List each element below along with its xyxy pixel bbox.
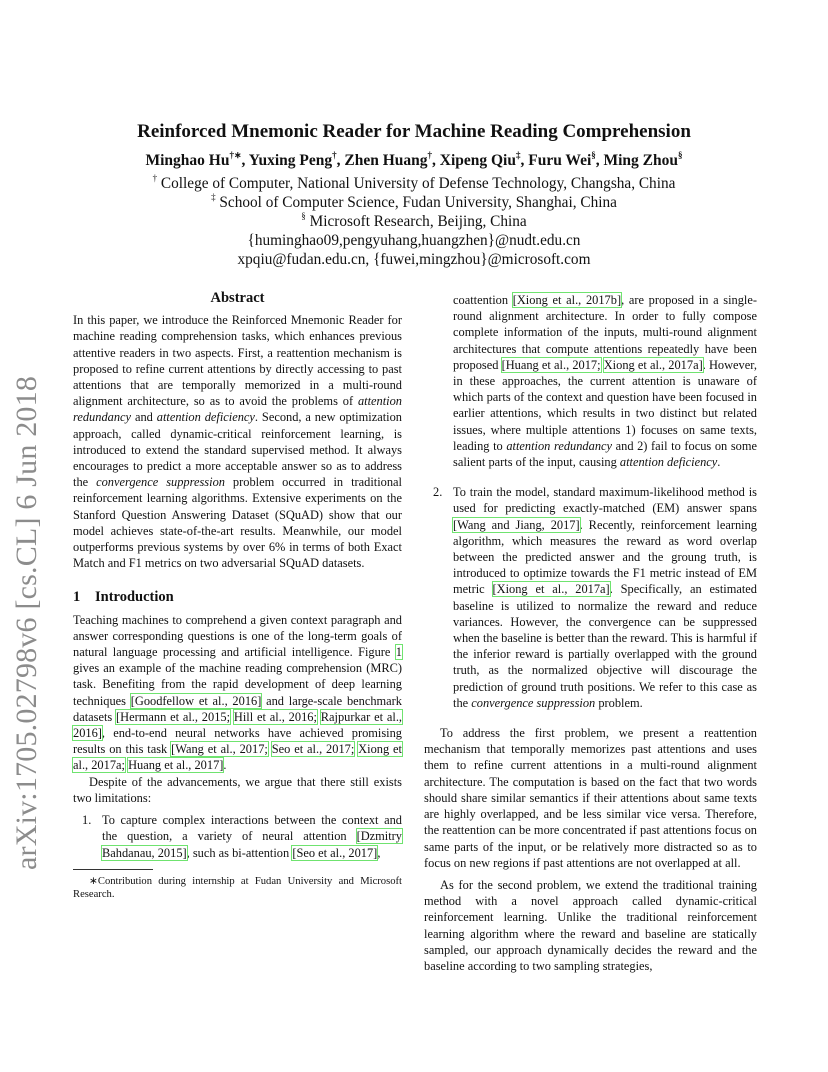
citation-link[interactable]: [Goodfellow et al., 2016]: [130, 693, 262, 708]
list-item: 2. To train the model, standard maximum-likelihood method is used for predicting exactly-matched (EM) answer spans [Wang and Jiang, 2017]. Recently, reinforcement learning algorithm, which measures the reward as word overlap between the predicted answer and the groung truth, is introduced to optimize towards the F1 metric instead of EM metric [Xiong et al., 2017a]. Specifically, an estimated baseline is utilized to normalize the reward and reduce variances. However, the convergence can be suppressed when the baseline is better than the reward. This is harmful if the inferior reward is partially overlapped with the ground truth, as the normalized objective will discourage the prediction of ground truth positions. We refer to this case as the convergence suppression problem.: [433, 485, 757, 710]
citation-link[interactable]: Hill et al., 2016;: [233, 709, 317, 724]
author-name: Zhen Huang: [344, 152, 428, 169]
intro-paragraph-2: Despite of the advancements, we argue that there still exists two limitations:: [73, 774, 402, 805]
left-column: [73, 290, 402, 902]
citation-link[interactable]: [Xiong et al., 2017b]: [512, 293, 622, 307]
affiliation-fudan: ‡ School of Computer Science, Fudan University, Shanghai, China: [211, 192, 617, 211]
paragraph: As for the second problem, we extend the traditional training method with a novel approach called dynamic-critical reinforcement learning. Unlike the traditional reinforcement learning algorithm where the reward and baseline are statically sampled, our approach dynamically decides the reward and the baseline according to two sampling strategies,: [424, 877, 757, 973]
author-mark: ‡: [515, 150, 521, 160]
author-mark: §: [591, 150, 596, 160]
author-list: Minghao Hu†∗, Yuxing Peng†, Zhen Huang†, Xipeng Qiu‡, Furu Wei§, Ming Zhou§: [145, 150, 683, 169]
author-mark: †∗: [229, 150, 242, 160]
author-name: Xipeng Qiu: [439, 152, 516, 169]
citation-link[interactable]: Huang et al., 2017]: [128, 758, 224, 773]
email-line-2: xpqiu@fudan.edu.cn, {fuwei,mingzhou}@microsoft.com: [237, 251, 591, 268]
email-line-1: {huminghao09,pengyuhang,huangzhen}@nudt.edu.cn: [247, 232, 581, 249]
paragraph: To address the first problem, we present a reattention mechanism that temporally memorizes past attentions and uses them to refine current attentions in a multi-round alignment architecture. The computation is based on the fact that two words should share similar semantics if their attentions about same texts are highly overlapped, and be less similar vice versa. Therefore, the reattention can be more concentrated if past attentions focus on same parts of the input, or be relatively more distracted so as to focus on new regions if past attentions are not overlapped at all.: [424, 726, 757, 870]
affiliation-nudt: † College of Computer, National University of Defense Technology, Changsha, China: [152, 173, 676, 192]
paper-title: Reinforced Mnemonic Reader for Machine Reading Comprehension: [137, 121, 691, 142]
citation-link[interactable]: [Hermann et al., 2015;: [116, 709, 231, 724]
intro-paragraph-1: Teaching machines to comprehend a given context paragraph and answer corresponding questions is one of the long-term goals of natural language processing and artificial intelligence. Figure 1 gives an example of the machine reading comprehension (MRC) task. Benefiting from the rapid development of deep learning techniques [Goodfellow et al., 2016] and large-scale benchmark datasets [Hermann et al., 2015; Hill et al., 2016; Rajpurkar et al., 2016], end-to-end neural networks have achieved promising results on this task [Wang et al., 2017; Seo et al., 2017; Xiong et al., 2017a; Huang et al., 2017].: [73, 612, 403, 773]
citation-link[interactable]: [Xiong et al., 2017a]: [492, 582, 610, 597]
citation-link[interactable]: [Wang et al., 2017;: [171, 742, 268, 757]
author-name: Furu Wei: [528, 152, 592, 169]
author-name: Ming Zhou: [603, 152, 679, 169]
author-mark: §: [678, 150, 683, 160]
abstract-text: In this paper, we introduce the Reinforced Mnemonic Reader for machine reading comprehension tasks, which enhances previous attentive readers in two aspects. First, a reattention mechanism is proposed to refine current attentions by directly accessing to past attentions that are temporally memorized in a multi-round alignment architecture, so as to avoid the problems of attention redundancy and attention deficiency. Second, a new optimization approach, called dynamic-critical reinforcement learning, is introduced to extend the standard supervised method. It always encourages to predict a more acceptable answer so as to address the convergence suppression problem occurred in traditional reinforcement learning algorithms. Extensive experiments on the Stanford Question Answering Dataset (SQuAD) show that our model achieves state-of-the-art results. Meanwhile, our model outperforms previous systems by over 6% in terms of both Exact Match and F1 metrics on two adversarial SQuAD datasets.: [73, 313, 402, 571]
citation-link[interactable]: [Wang and Jiang, 2017]: [453, 517, 580, 532]
footnote: ∗Contribution during internship at Fudan University and Microsoft Research.: [73, 875, 402, 901]
list-item: 1. To capture complex interactions between the context and the question, a variety of neural attention [Dzmitry Bahdanau, 2015], such as bi-attention [Seo et al., 2017],: [82, 813, 402, 860]
citation-link[interactable]: [Huang et al., 2017;: [501, 357, 601, 372]
arxiv-stamp: arXiv:1705.02798v6 [cs.CL] 6 Jun 2018: [10, 375, 43, 870]
author-name: Minghao Hu: [145, 152, 230, 169]
author-mark: †: [427, 150, 432, 160]
citation-link[interactable]: [Dzmitry Bahdanau, 2015]: [102, 829, 402, 860]
citation-link[interactable]: Rajpurkar et al., 2016]: [73, 709, 403, 741]
footnote-rule: [73, 869, 153, 870]
section-heading-introduction: 1 Introduction: [73, 589, 174, 606]
author-mark: †: [332, 150, 337, 160]
affiliation-msr: § Microsoft Research, Beijing, China: [301, 211, 527, 230]
citation-link[interactable]: Xiong et al., 2017a;: [73, 742, 402, 773]
citation-link[interactable]: [Seo et al., 2017]: [292, 845, 378, 860]
right-column: [424, 292, 757, 974]
list-item-continued: coattention [Xiong et al., 2017b], are proposed in a single-round alignment architecture. In order to fully compose complete information of the inputs, multi-round alignment architectures that compute attentions repeatedly have been proposed [Huang et al., 2017; Xiong et al., 2017a]. However, in these approaches, the current attention is unaware of which parts of the context and question have been focused in earlier attentions, which results in two distinct but related issues, where multiple attentions 1) focuses on same texts, leading to attention redundancy and 2) fail to focus on some salient parts of the input, causing attention deficiency.: [453, 293, 757, 470]
figure-link[interactable]: 1: [395, 645, 402, 660]
citation-link[interactable]: Xiong et al., 2017a]: [603, 357, 703, 372]
author-name: Yuxing Peng: [248, 152, 333, 169]
abstract-heading: Abstract: [210, 290, 265, 306]
citation-link[interactable]: Seo et al., 2017;: [271, 742, 355, 757]
